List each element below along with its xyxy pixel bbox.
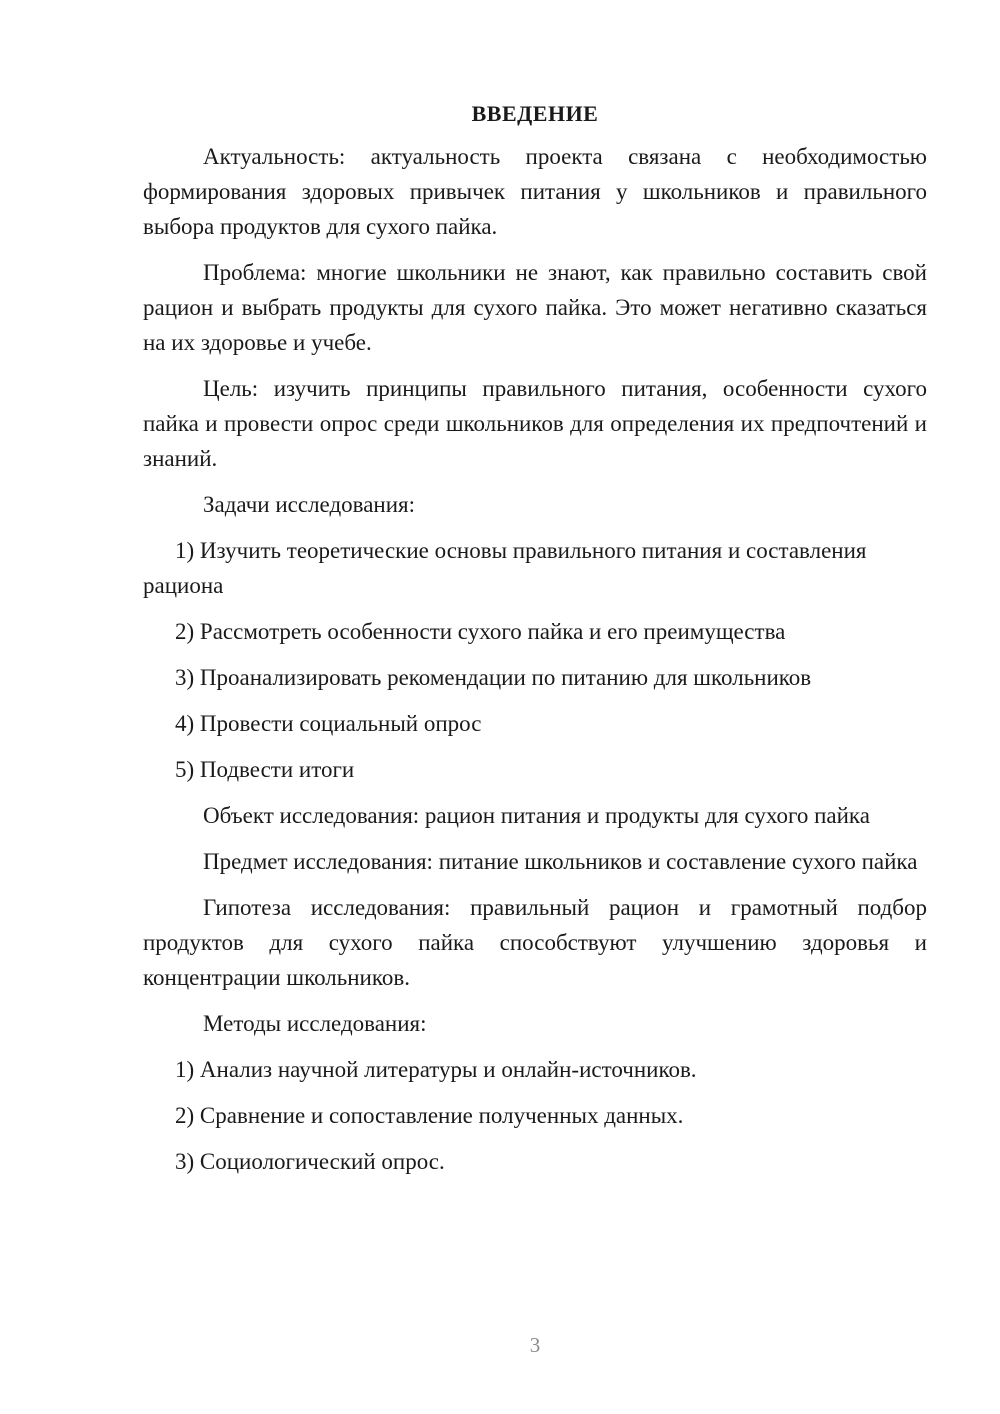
object-paragraph: Объект исследования: рацион питания и продукты для сухого пайка [203, 803, 870, 828]
task-item-3: 3) Проанализировать рекомендации по питанию для школьников [175, 665, 812, 690]
hypothesis-paragraph: Гипотеза исследования: правильный рацион и грамотный подбор продуктов для сухого пайка способствуют улучшению здоровья и концентрации школьников. [143, 895, 927, 990]
goal-paragraph: Цель: изучить принципы правильного питания, особенности сухого пайка и провести опрос среди школьников для определения их предпочтений и знаний. [143, 376, 927, 471]
task-item-2: 2) Рассмотреть особенности сухого пайка и его преимущества [175, 619, 786, 644]
task-item-5: 5) Подвести итоги [175, 757, 355, 782]
task-item-4: 4) Провести социальный опрос [175, 711, 482, 736]
methods-heading: Методы исследования: [203, 1011, 427, 1036]
tasks-heading: Задачи исследования: [203, 492, 416, 517]
method-item-2: 2) Сравнение и сопоставление полученных данных. [175, 1103, 684, 1128]
page-number: 3 [529, 1333, 541, 1357]
subject-paragraph: Предмет исследования: питание школьников и составление сухого пайка [203, 849, 918, 874]
problem-paragraph: Проблема: многие школьники не знают, как правильно составить свой рацион и выбрать продукты для сухого пайка. Это может негативно сказаться на их здоровье и учебе. [143, 260, 927, 355]
relevance-paragraph: Актуальность: актуальность проекта связана с необходимостью формирования здоровых привычек питания у школьников и правильного выбора продуктов для сухого пайка. [143, 144, 927, 239]
method-item-1: 1) Анализ научной литературы и онлайн-источников. [175, 1057, 697, 1082]
section-heading: ВВЕДЕНИЕ [471, 101, 599, 126]
page-content [143, 96, 927, 1190]
method-item-3: 3) Социологический опрос. [175, 1149, 445, 1174]
task-item-1: 1) Изучить теоретические основы правильного питания и составления рациона [143, 538, 867, 598]
